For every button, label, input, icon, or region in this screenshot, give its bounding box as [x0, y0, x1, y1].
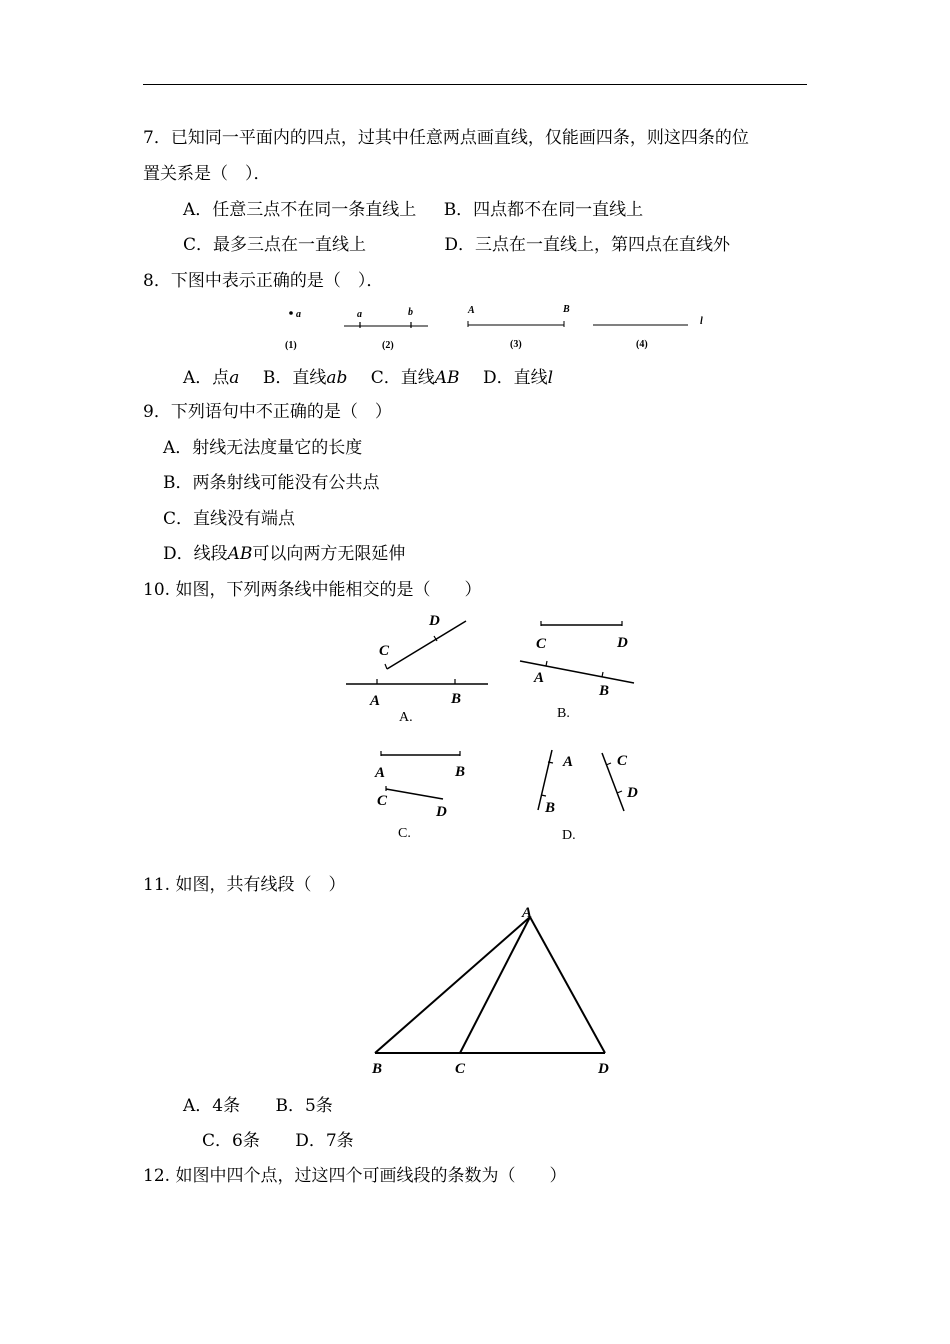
q10a-ray-cd — [387, 621, 466, 669]
q10a-label-d: D — [429, 613, 440, 629]
q11-label-c: C — [455, 1061, 466, 1077]
q8-fig3-label-a: A — [468, 305, 475, 316]
q10c-segment-cd — [386, 789, 443, 799]
q9-stem: 9．下列语句中不正确的是（ ） — [143, 402, 392, 422]
q10-fig-d — [538, 750, 638, 843]
q10-fig-b — [520, 621, 634, 721]
q8-option-b-text: B．直线 — [262, 368, 327, 388]
q9-option-a: A．射线无法度量它的长度 — [163, 438, 363, 458]
q7-stem-line1: 7．已知同一平面内的四点，过其中任意两点画直线，仅能画四条，则这四条的位 — [143, 128, 749, 148]
q7-option-a: A．任意三点不在同一条直线上 — [183, 200, 417, 220]
q8-caption-4: (4) — [636, 339, 648, 350]
q10c-label-d: D — [436, 804, 447, 820]
q8-option-b — [263, 368, 348, 388]
q8-caption-1: (1) — [285, 340, 297, 351]
q8-fig3-label-b: B — [563, 304, 570, 315]
q8-option-c-var: AB — [434, 368, 460, 388]
q10c-label-b: B — [455, 764, 466, 780]
q8-fig1-label: a — [296, 309, 301, 320]
q10b-caption: B. — [557, 706, 570, 721]
q10d-label-a: A — [563, 754, 574, 770]
q8-option-a-var: a — [229, 368, 240, 388]
q10-figure — [330, 605, 660, 855]
q10c-caption: C. — [398, 826, 411, 841]
q11-stem: 11. 如图，共有线段（ ） — [143, 875, 346, 895]
q8-option-d-var: l — [547, 368, 554, 388]
q11-figure — [360, 900, 630, 1080]
q8-fig2-label-b: b — [408, 307, 413, 318]
q11-segment-ab — [375, 917, 530, 1053]
q10b-label-a: A — [534, 670, 545, 686]
q8-option-d-text: D．直线 — [482, 368, 548, 388]
q10-fig-c — [374, 751, 465, 841]
q8-option-c-text: C．直线 — [370, 368, 435, 388]
q10b-label-c: C — [536, 636, 547, 652]
q7-options-row1 — [183, 199, 643, 221]
q7-option-c: C．最多三点在一直线上 — [183, 235, 367, 255]
q9-option-d — [163, 543, 405, 565]
q10d-tick-d — [617, 791, 622, 793]
q8-option-a-text: A．点 — [183, 368, 230, 388]
q7-stem-line2: 置关系是（ ）． — [143, 164, 271, 184]
q9-option-d-var: AB — [227, 544, 253, 564]
q8-options — [183, 367, 553, 389]
q10d-label-b: B — [545, 800, 556, 816]
q8-option-d — [483, 368, 553, 388]
q10-stem: 10. 如图，下列两条线中能相交的是（ ） — [143, 580, 482, 600]
q10a-label-b: B — [451, 691, 462, 707]
q8-figure — [280, 298, 720, 354]
q9-option-c: C．直线没有端点 — [163, 509, 296, 529]
q8-option-a — [183, 368, 239, 388]
q11-segment-ad — [530, 917, 605, 1053]
q8-option-b-var: ab — [326, 368, 348, 388]
q8-caption-3: (3) — [510, 339, 522, 350]
q8-stem: 8．下图中表示正确的是（ ）． — [143, 271, 384, 291]
q8-point-a — [289, 311, 293, 315]
q10d-label-c: C — [617, 753, 628, 769]
header-rule — [143, 84, 807, 85]
q8-option-c — [371, 368, 460, 388]
q11-label-d: D — [598, 1061, 609, 1077]
q8-fig2-label-a: a — [357, 309, 362, 320]
q9-option-d-text: D．线段 — [163, 544, 228, 564]
q11-option-c: C．6条 — [202, 1131, 260, 1151]
q8-caption-2: (2) — [382, 340, 394, 351]
q10-fig-a — [346, 613, 488, 725]
q10d-caption: D. — [562, 828, 576, 843]
q10a-caption: A. — [399, 710, 413, 725]
q11-segment-ac — [460, 917, 530, 1053]
q10b-label-b: B — [599, 683, 610, 699]
q9-option-b: B．两条射线可能没有公共点 — [163, 473, 380, 493]
q10d-label-d: D — [627, 785, 638, 801]
q11-label-b: B — [372, 1061, 383, 1077]
q10c-label-a: A — [375, 765, 386, 781]
q11-option-a: A．4条 — [183, 1096, 241, 1116]
q11-option-d: D．7条 — [295, 1131, 354, 1151]
q9-option-d-tail: 可以向两方无限延伸 — [252, 544, 406, 564]
q10b-tick-a — [546, 661, 547, 666]
q11-options-row1 — [183, 1095, 333, 1117]
q10a-end-c — [385, 664, 387, 669]
q11-option-b: B．5条 — [275, 1096, 333, 1116]
q8-fig4-label: l — [700, 316, 703, 327]
q12-stem: 12. 如图中四个点，过这四个可画线段的条数为（ ） — [143, 1166, 567, 1186]
q7-option-d: D．三点在一直线上，第四点在直线外 — [444, 235, 731, 255]
q10c-label-c: C — [377, 793, 388, 809]
q10b-label-d: D — [617, 635, 628, 651]
q11-options-row2 — [202, 1130, 354, 1152]
q7-options-row2 — [183, 234, 730, 256]
q10a-label-c: C — [379, 643, 390, 659]
q11-label-a: A — [522, 905, 533, 921]
q7-option-b: B．四点都不在同一直线上 — [443, 200, 644, 220]
q10a-label-a: A — [370, 693, 381, 709]
